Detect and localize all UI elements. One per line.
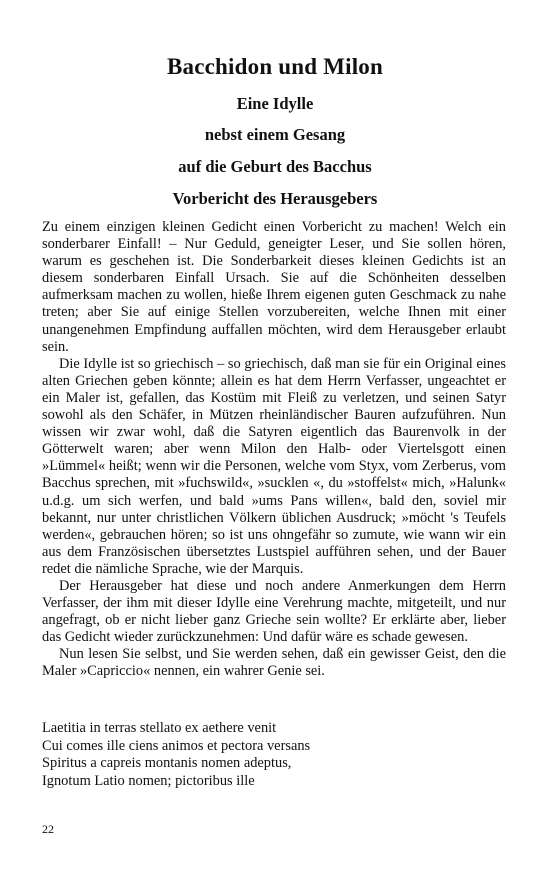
verse-line: Ignotum Latio nomen; pictoribus ille <box>42 772 255 789</box>
subtitle-idylle: Eine Idylle <box>236 94 314 113</box>
latin-verse <box>42 720 310 790</box>
verse-line: Cui comes ille ciens animos et pectora versans <box>42 737 311 754</box>
subtitle-geburt: auf die Geburt des Bacchus <box>178 157 372 176</box>
page-number: 22 <box>42 822 54 836</box>
page-title: Bacchidon und Milon <box>167 54 383 79</box>
paragraph: Der Herausgeber hat diese und noch andere Anmerkungen dem Herrn Verfasser, der ihm mit dieser Idylle eine Verehrung machte, mitgeteilt, und nur angefragt, ob er nicht lieber ganz Grieche sein wollte? Er erklärte aber, lieber das Gedicht wieder zurückzunehmen: Und dafür wäre es schade gewesen. <box>42 577 506 646</box>
subtitle-gesang: nebst einem Gesang <box>204 125 346 144</box>
paragraph: Zu einem einzigen kleinen Gedicht einen Vorbericht zu machen! Welch ein sonderbarer Einfall! – Nur Geduld, geneigter Leser, und Sie sollen hören, warum es geschehen ist. Die Sonderbarkeit dieses kleinen Gedichts ist an diesem sonderbaren Einfall Ursach. Sie auf die Schönheiten desselben aufmerksam machen zu wollen, hieße Ihrem eigenen guten Geschmack zu nahe treten; aber Sie auf einige Stellen vorzubereiten, welche Ihnen mit einer unangenehmen Empfindung auffallen möchten, wird dem Herausgeber erlaubt sein. <box>42 219 506 355</box>
body-text <box>42 219 506 681</box>
section-heading-vorbericht: Vorbericht des Herausgebers <box>172 189 378 208</box>
verse-line: Spiritus a capreis montanis nomen adeptus, <box>42 755 292 771</box>
paragraph: Nun lesen Sie selbst, und Sie werden sehen, daß ein gewisser Geist, den die Maler »Capriccio« nennen, ein wahrer Genie sei. <box>42 646 506 680</box>
paragraph: Die Idylle ist so griechisch – so griechisch, daß man sie für ein Original eines alten Griechen geben könnte; allein es hat dem Herrn Verfasser, ungeachtet er ein Maler ist, gefallen, das Kostüm mit Fleiß zu verletzen, und seinen Satyr sowohl als den Schäfer, in Mützen rheinländischer Bauren aufzuführen. Nun wissen wir zwar wohl, daß die Satyren eigentlich das Baurenvolk in der Götterwelt waren; aber wenn Milon den Halb- oder Viertelsgott einen »Lümmel« heißt; wenn wir die Personen, welche vom Styx, vom Zerberus, vom Bacchus sprechen, mit »fuchswild«, »sucklen «, du »stoffelst« mich, »Halunk« u.d.g. um sich werfen, und bald »ums Pans willen«, bald den, soviel mir bekannt, nur unter christlichen Völkern üblichen Ausdruck; »möcht 's Teufels werden«, gebrauchen hören; so ist uns ohngefähr so zumute, wie wann wir ein aus dem Französischen übersetztes Lustspiel aufführen sehen, und der Bauer redet die nämliche Sprache, wie der Marquis. <box>42 355 506 577</box>
verse-line: Laetitia in terras stellato ex aethere venit <box>42 720 277 736</box>
